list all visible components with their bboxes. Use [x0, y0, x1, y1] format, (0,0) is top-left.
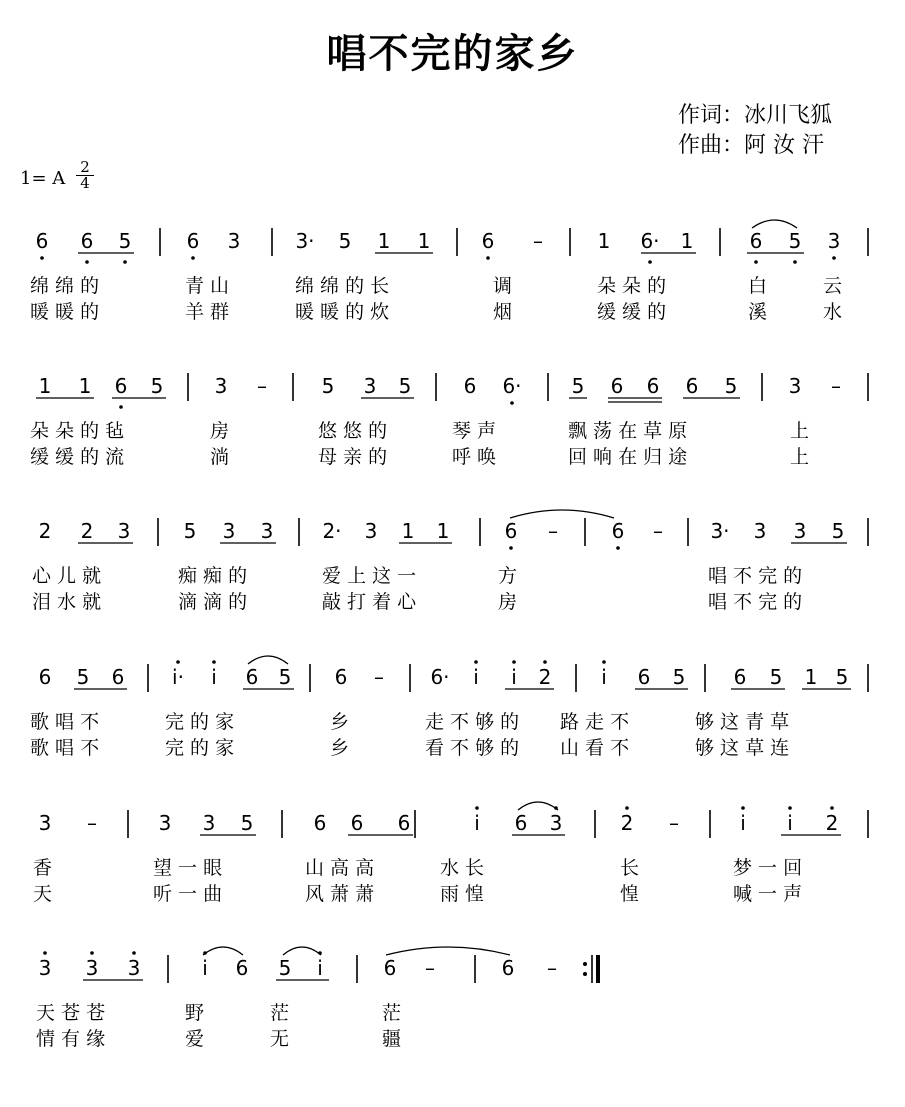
octave-dot: [754, 260, 758, 264]
lyric-verse-1: 绵 绵 的: [30, 275, 100, 297]
repeat-dot: [583, 972, 587, 976]
note: 3: [117, 519, 131, 543]
note: 6: [733, 665, 747, 689]
lyric-verse-2: 爱: [185, 1028, 205, 1050]
slur: [510, 510, 614, 518]
note: 5: [672, 665, 686, 689]
lyric-verse-2: 暖 暖 的: [30, 301, 100, 323]
note: 6: [514, 811, 528, 835]
note: 6: [334, 665, 348, 689]
lyric-verse-1: 朵 朵 的 毡: [30, 420, 125, 442]
lyric-verse-2: 情 有 缘: [36, 1028, 106, 1050]
octave-dot: [123, 260, 127, 264]
note: 3·: [710, 519, 730, 543]
octave-dot: [510, 401, 514, 405]
lyricist-credit: 作词：冰川飞狐: [678, 103, 833, 128]
note: 6·: [640, 229, 660, 253]
note: 3: [222, 519, 236, 543]
note: 5: [150, 374, 164, 398]
octave-dot: [43, 951, 47, 955]
octave-dot: [602, 660, 606, 664]
lyric-verse-2: 羊 群: [185, 301, 230, 323]
note: 5: [240, 811, 254, 835]
note: –: [533, 229, 543, 253]
composer-credit: 作曲：阿 汝 汗: [678, 133, 824, 158]
note: 6: [646, 374, 660, 398]
song-title: 唱不完的家乡: [326, 31, 579, 77]
note: 6: [38, 665, 52, 689]
lyric-verse-1: 云: [823, 275, 843, 297]
lyric-verse-2: 回 响 在 归 途: [568, 446, 688, 468]
note: 3: [363, 374, 377, 398]
lyric-verse-2: 房: [498, 591, 518, 613]
note: i: [740, 811, 746, 835]
note: 3: [127, 956, 141, 980]
lyric-verse-1: 野: [185, 1002, 205, 1024]
lyric-verse-1: 水 长: [440, 857, 485, 879]
note: 5: [724, 374, 738, 398]
lyric-verse-1: 长: [620, 857, 640, 879]
note: 6: [501, 956, 515, 980]
lyric-verse-1: 痴 痴 的: [178, 565, 248, 587]
note: –: [653, 519, 663, 543]
note: i·: [172, 665, 184, 689]
octave-dot: [512, 660, 516, 664]
octave-dot: [132, 951, 136, 955]
lyric-verse-2: 乡: [330, 737, 350, 759]
note: –: [87, 811, 97, 835]
lyric-verse-1: 绵 绵 的 长: [295, 275, 390, 297]
time-signature-bottom: 4: [80, 174, 90, 192]
octave-dot: [793, 260, 797, 264]
octave-dot: [741, 806, 745, 810]
lyric-verse-1: 乡: [330, 711, 350, 733]
lyric-verse-2: 水: [823, 301, 843, 323]
note: 5: [338, 229, 352, 253]
lyric-verse-1: 房: [210, 420, 230, 442]
lyric-verse-2: 惶: [620, 883, 640, 905]
lyric-verse-2: 滴 滴 的: [178, 591, 248, 613]
note: 6: [611, 519, 625, 543]
lyric-verse-2: 完 的 家: [165, 737, 235, 759]
note: i: [787, 811, 793, 835]
note: 6: [397, 811, 411, 835]
note: 6: [313, 811, 327, 835]
lyric-verse-1: 心 儿 就: [32, 565, 102, 587]
note: 6: [350, 811, 364, 835]
note: 6: [186, 229, 200, 253]
note: 5: [76, 665, 90, 689]
octave-dot: [830, 806, 834, 810]
lyric-verse-1: 天 苍 苍: [36, 1002, 106, 1024]
lyric-verse-2: 烟: [493, 301, 513, 323]
lyric-verse-1: 爱 上 这 一: [322, 565, 417, 587]
note: 2: [620, 811, 634, 835]
note: 3: [227, 229, 241, 253]
lyric-verse-2: 天: [33, 883, 53, 905]
note: –: [548, 519, 558, 543]
note: 3: [38, 811, 52, 835]
note: 6: [637, 665, 651, 689]
note: 6: [481, 229, 495, 253]
note: 5: [278, 956, 292, 980]
note: 2: [80, 519, 94, 543]
note: 6: [685, 374, 699, 398]
note: 6: [610, 374, 624, 398]
lyric-verse-2: 雨 惶: [440, 883, 485, 905]
octave-dot: [788, 806, 792, 810]
note: 1: [804, 665, 818, 689]
lyric-verse-1: 完 的 家: [165, 711, 235, 733]
note: 3: [158, 811, 172, 835]
lyric-verse-1: 青 山: [185, 275, 230, 297]
lyric-verse-1: 方: [498, 565, 518, 587]
note: 3: [202, 811, 216, 835]
lyric-verse-1: 茫: [382, 1002, 402, 1024]
note: 1: [78, 374, 92, 398]
note: 1: [680, 229, 694, 253]
note: 3: [753, 519, 767, 543]
slur: [752, 220, 797, 228]
lyric-verse-1: 山 高 高: [305, 857, 375, 879]
octave-dot: [85, 260, 89, 264]
lyric-verse-2: 喊 一 声: [733, 883, 803, 905]
note: 2: [38, 519, 52, 543]
note: i: [511, 665, 517, 689]
note: 5: [769, 665, 783, 689]
octave-dot: [474, 660, 478, 664]
lyric-verse-1: 悠 悠 的: [318, 420, 388, 442]
lyric-verse-2: 唱 不 完 的: [708, 591, 803, 613]
lyric-verse-2: 够 这 草 连: [695, 737, 790, 759]
octave-dot: [486, 256, 490, 260]
note: –: [257, 374, 267, 398]
octave-dot: [40, 256, 44, 260]
note: 2: [825, 811, 839, 835]
note: 5: [835, 665, 849, 689]
note: 3: [260, 519, 274, 543]
lyric-verse-1: 走 不 够 的: [425, 711, 520, 733]
lyric-verse-2: 上: [790, 446, 810, 468]
lyric-verse-2: 泪 水 就: [32, 591, 102, 613]
note: 5: [183, 519, 197, 543]
lyric-verse-2: 看 不 够 的: [425, 737, 520, 759]
note: 3: [85, 956, 99, 980]
lyric-verse-1: 望 一 眼: [153, 857, 223, 879]
note: 6: [463, 374, 477, 398]
note: 3·: [295, 229, 315, 253]
lyric-verse-1: 路 走 不: [560, 711, 630, 733]
lyric-verse-2: 呼 唤: [452, 446, 497, 468]
note: 5: [831, 519, 845, 543]
note: 5: [118, 229, 132, 253]
octave-dot: [625, 806, 629, 810]
note: 1: [417, 229, 431, 253]
lyric-verse-1: 唱 不 完 的: [708, 565, 803, 587]
note: –: [547, 956, 557, 980]
lyric-verse-1: 梦 一 回: [733, 857, 803, 879]
note: 1: [38, 374, 52, 398]
note: 6: [111, 665, 125, 689]
octave-dot: [119, 405, 123, 409]
lyric-verse-2: 缓 缓 的 流: [30, 446, 125, 468]
note: 6: [235, 956, 249, 980]
note: 1: [436, 519, 450, 543]
note: 3: [214, 374, 228, 398]
note: 1: [597, 229, 611, 253]
note: 3: [364, 519, 378, 543]
note: 3: [549, 811, 563, 835]
lyric-verse-2: 无: [270, 1028, 290, 1050]
note: 6: [504, 519, 518, 543]
lyric-verse-1: 歌 唱 不: [30, 711, 100, 733]
lyric-verse-1: 香: [33, 857, 53, 879]
repeat-dot: [583, 962, 587, 966]
note: 3: [827, 229, 841, 253]
octave-dot: [648, 260, 652, 264]
octave-dot: [509, 546, 513, 550]
note: 6: [749, 229, 763, 253]
note: –: [669, 811, 679, 835]
note: 1: [401, 519, 415, 543]
octave-dot: [191, 256, 195, 260]
lyric-verse-2: 山 看 不: [560, 737, 630, 759]
note: i: [211, 665, 217, 689]
note: 3: [38, 956, 52, 980]
note: 6: [245, 665, 259, 689]
note: 6: [35, 229, 49, 253]
slur: [248, 656, 288, 664]
note: 3: [788, 374, 802, 398]
note: i: [601, 665, 607, 689]
octave-dot: [616, 546, 620, 550]
note: 2·: [322, 519, 342, 543]
lyric-verse-1: 上: [790, 420, 810, 442]
lyric-verse-1: 琴 声: [452, 420, 497, 442]
octave-dot: [832, 256, 836, 260]
note: i: [473, 665, 479, 689]
lyric-verse-2: 溪: [748, 301, 768, 323]
lyric-verse-2: 歌 唱 不: [30, 737, 100, 759]
note: i: [202, 956, 208, 980]
lyric-verse-2: 风 萧 萧: [305, 883, 375, 905]
lyric-verse-1: 茫: [270, 1002, 290, 1024]
lyric-verse-1: 调: [493, 275, 513, 297]
slur: [386, 947, 510, 955]
note: 6·: [430, 665, 450, 689]
time-signature-top: 2: [76, 160, 94, 176]
note: 5: [571, 374, 585, 398]
note: –: [425, 956, 435, 980]
lyric-verse-2: 暖 暖 的 炊: [295, 301, 390, 323]
lyric-verse-2: 淌: [210, 446, 230, 468]
key-signature: 1= A: [20, 168, 66, 189]
octave-dot: [212, 660, 216, 664]
octave-dot: [90, 951, 94, 955]
note: 2: [538, 665, 552, 689]
note: –: [831, 374, 841, 398]
note: 6: [80, 229, 94, 253]
lyric-verse-2: 听 一 曲: [153, 883, 223, 905]
note: 5: [788, 229, 802, 253]
lyric-verse-1: 白: [748, 275, 768, 297]
note: 6: [114, 374, 128, 398]
lyric-verse-2: 疆: [382, 1028, 402, 1050]
octave-dot: [543, 660, 547, 664]
lyric-verse-1: 朵 朵 的: [597, 275, 667, 297]
note: 3: [793, 519, 807, 543]
slur: [203, 947, 243, 955]
note: i: [474, 811, 480, 835]
slur: [283, 947, 321, 955]
lyric-verse-2: 敲 打 着 心: [322, 591, 417, 613]
note: 5: [321, 374, 335, 398]
lyric-verse-1: 飘 荡 在 草 原: [568, 420, 688, 442]
note: 1: [377, 229, 391, 253]
note: 5: [398, 374, 412, 398]
lyric-verse-2: 缓 缓 的: [597, 301, 667, 323]
lyric-verse-1: 够 这 青 草: [695, 711, 790, 733]
note: i: [317, 956, 323, 980]
note: –: [374, 665, 384, 689]
octave-dot: [475, 806, 479, 810]
note: 5: [278, 665, 292, 689]
note: 6: [383, 956, 397, 980]
note: 6·: [502, 374, 522, 398]
octave-dot: [176, 660, 180, 664]
slur: [518, 802, 558, 810]
lyric-verse-2: 母 亲 的: [318, 446, 388, 468]
